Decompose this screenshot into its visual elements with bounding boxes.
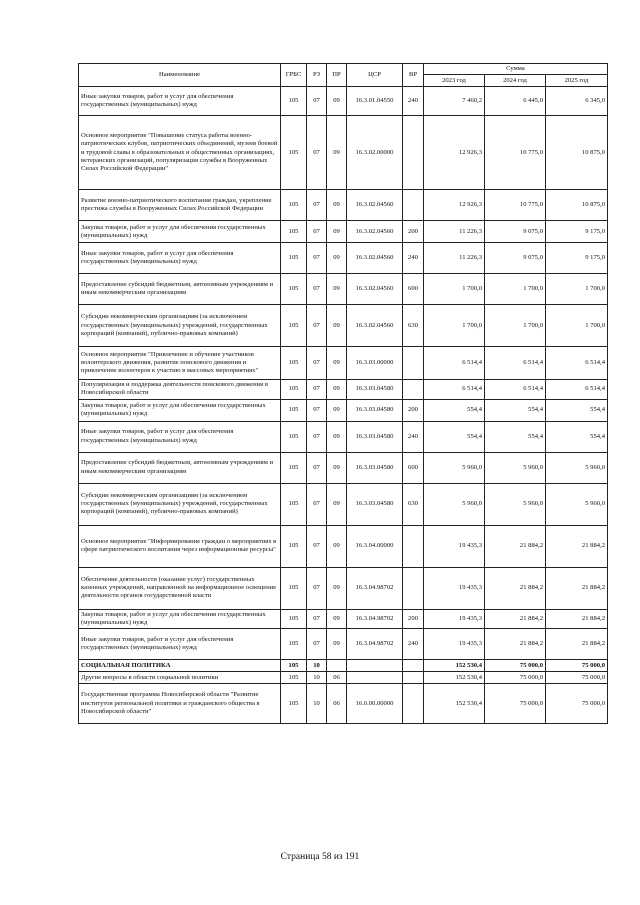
cell-sum-2025: 6 514,4 bbox=[546, 380, 608, 399]
cell-grbs: 105 bbox=[281, 190, 307, 221]
cell-grbs: 105 bbox=[281, 672, 307, 684]
cell-sum-2024: 75 000,0 bbox=[485, 684, 546, 724]
cell-csr: 16.3.03.04580 bbox=[347, 399, 403, 421]
cell-sum-2025: 21 884,2 bbox=[546, 609, 608, 628]
cell-sum-2024: 6 514,4 bbox=[485, 380, 546, 399]
cell-csr: 16.3.03.04580 bbox=[347, 421, 403, 452]
cell-sum-2025: 6 345,0 bbox=[546, 87, 608, 116]
cell-name: Основное мероприятие "Повышение статуса работы военно-патриотических клубов, патриотических объединений, музеев боевой и трудовой славы в образовательных и общественных организациях, ветеранских организаций, популяризация службы в Вооруженных Силах Российской Федерации" bbox=[79, 116, 281, 190]
cell-name: Государственная программа Новосибирской области "Развитие институтов региональной политики и гражданского общества в Новосибирской области" bbox=[79, 684, 281, 724]
cell-vr: 240 bbox=[403, 243, 424, 274]
cell-sum-2023: 11 226,3 bbox=[424, 221, 485, 243]
cell-sum-2024: 9 075,0 bbox=[485, 243, 546, 274]
cell-grbs: 105 bbox=[281, 380, 307, 399]
cell-name: Основное мероприятие "Привлечение и обучение участников волонтерского движения, развитие поискового движения и привлечение волонтеров к участию в массовых мероприятиях" bbox=[79, 347, 281, 380]
cell-sum-2025: 5 960,0 bbox=[546, 483, 608, 525]
cell-rz: 07 bbox=[307, 87, 327, 116]
cell-sum-2023: 11 226,3 bbox=[424, 243, 485, 274]
cell-name: Основное мероприятие "Информирование граждан о мероприятиях в сфере патриотического воспитания через информационные ресурсы" bbox=[79, 525, 281, 567]
cell-sum-2023: 152 530,4 bbox=[424, 684, 485, 724]
cell-grbs: 105 bbox=[281, 421, 307, 452]
cell-name: Иные закупки товаров, работ и услуг для обеспечения государственных (муниципальных) нужд bbox=[79, 243, 281, 274]
cell-name: Субсидии некоммерческим организациям (за исключением государственных (муниципальных) учреждений, государственных корпораций (компаний), публично-правовых компаний) bbox=[79, 305, 281, 347]
cell-csr: 16.3.03.04580 bbox=[347, 452, 403, 483]
cell-sum-2025: 21 884,2 bbox=[546, 525, 608, 567]
cell-name: Обеспечение деятельности (оказание услуг) государственных казенных учреждений, направленной на информационное освещение деятельности органов государственной власти bbox=[79, 567, 281, 609]
budget-table bbox=[78, 63, 608, 724]
cell-sum-2023: 19 435,3 bbox=[424, 629, 485, 660]
table-row bbox=[79, 660, 608, 672]
cell-sum-2024: 554,4 bbox=[485, 421, 546, 452]
cell-rz: 07 bbox=[307, 629, 327, 660]
cell-grbs: 105 bbox=[281, 347, 307, 380]
header-rz: РЗ bbox=[307, 64, 327, 87]
cell-csr: 16.3.03.04580 bbox=[347, 483, 403, 525]
cell-grbs: 105 bbox=[281, 629, 307, 660]
header-csr: ЦСР bbox=[347, 64, 403, 87]
cell-sum-2023: 19 435,3 bbox=[424, 609, 485, 628]
cell-vr: 200 bbox=[403, 221, 424, 243]
cell-pr: 09 bbox=[327, 609, 347, 628]
cell-rz: 07 bbox=[307, 305, 327, 347]
cell-pr: 09 bbox=[327, 483, 347, 525]
cell-pr: 09 bbox=[327, 305, 347, 347]
cell-rz: 10 bbox=[307, 672, 327, 684]
cell-rz: 07 bbox=[307, 483, 327, 525]
cell-rz: 10 bbox=[307, 684, 327, 724]
table-row bbox=[79, 629, 608, 660]
cell-sum-2024: 21 884,2 bbox=[485, 567, 546, 609]
cell-sum-2025: 75 000,0 bbox=[546, 672, 608, 684]
cell-grbs: 105 bbox=[281, 483, 307, 525]
cell-sum-2023: 19 435,3 bbox=[424, 525, 485, 567]
cell-sum-2023: 6 514,4 bbox=[424, 347, 485, 380]
cell-csr: 16.3.03.00000 bbox=[347, 347, 403, 380]
cell-sum-2023: 12 926,3 bbox=[424, 190, 485, 221]
header-pr: ПР bbox=[327, 64, 347, 87]
cell-rz: 07 bbox=[307, 274, 327, 305]
cell-sum-2025: 21 884,2 bbox=[546, 629, 608, 660]
table-row bbox=[79, 672, 608, 684]
cell-vr bbox=[403, 380, 424, 399]
cell-vr: 600 bbox=[403, 274, 424, 305]
cell-sum-2023: 1 700,0 bbox=[424, 274, 485, 305]
cell-name: Субсидии некоммерческим организациям (за исключением государственных (муниципальных) учреждений, государственных корпораций (компаний), публично-правовых компаний) bbox=[79, 483, 281, 525]
table-row bbox=[79, 347, 608, 380]
cell-sum-2025: 75 000,0 bbox=[546, 684, 608, 724]
cell-rz: 07 bbox=[307, 347, 327, 380]
cell-pr: 09 bbox=[327, 87, 347, 116]
page-number: Страница 58 из 191 bbox=[280, 852, 360, 862]
cell-vr bbox=[403, 672, 424, 684]
cell-csr: 16.3.03.04580 bbox=[347, 380, 403, 399]
cell-pr: 09 bbox=[327, 452, 347, 483]
cell-sum-2024: 75 000,0 bbox=[485, 672, 546, 684]
cell-pr: 09 bbox=[327, 567, 347, 609]
cell-grbs: 105 bbox=[281, 274, 307, 305]
cell-vr: 240 bbox=[403, 629, 424, 660]
cell-name: Развитие военно-патриотического воспитания граждан, укрепление престижа службы в Вооруженных Силах Российской Федерации bbox=[79, 190, 281, 221]
table-row bbox=[79, 483, 608, 525]
cell-sum-2025: 1 700,0 bbox=[546, 274, 608, 305]
cell-sum-2023: 7 460,2 bbox=[424, 87, 485, 116]
cell-vr: 200 bbox=[403, 609, 424, 628]
table-body bbox=[79, 87, 608, 724]
cell-vr bbox=[403, 347, 424, 380]
table-row bbox=[79, 609, 608, 628]
cell-rz: 07 bbox=[307, 190, 327, 221]
cell-pr: 09 bbox=[327, 116, 347, 190]
cell-rz: 10 bbox=[307, 660, 327, 672]
cell-grbs: 105 bbox=[281, 452, 307, 483]
cell-grbs: 105 bbox=[281, 305, 307, 347]
cell-sum-2023: 6 514,4 bbox=[424, 380, 485, 399]
cell-sum-2025: 10 875,0 bbox=[546, 116, 608, 190]
header-vr: ВР bbox=[403, 64, 424, 87]
cell-vr: 200 bbox=[403, 399, 424, 421]
table-row bbox=[79, 190, 608, 221]
cell-rz: 07 bbox=[307, 609, 327, 628]
cell-sum-2025: 21 884,2 bbox=[546, 567, 608, 609]
cell-sum-2024: 5 960,0 bbox=[485, 452, 546, 483]
cell-pr: 09 bbox=[327, 380, 347, 399]
cell-sum-2024: 1 700,0 bbox=[485, 305, 546, 347]
cell-pr bbox=[327, 660, 347, 672]
cell-grbs: 105 bbox=[281, 525, 307, 567]
cell-rz: 07 bbox=[307, 567, 327, 609]
cell-name: Другие вопросы в области социальной политики bbox=[79, 672, 281, 684]
cell-grbs: 105 bbox=[281, 609, 307, 628]
cell-vr: 630 bbox=[403, 483, 424, 525]
header-name: Наименование bbox=[79, 64, 281, 87]
cell-vr bbox=[403, 684, 424, 724]
cell-csr: 16.3.01.04550 bbox=[347, 87, 403, 116]
cell-sum-2024: 21 884,2 bbox=[485, 609, 546, 628]
cell-sum-2024: 21 884,2 bbox=[485, 525, 546, 567]
cell-sum-2023: 19 435,3 bbox=[424, 567, 485, 609]
cell-sum-2025: 1 700,0 bbox=[546, 305, 608, 347]
cell-sum-2023: 5 960,0 bbox=[424, 483, 485, 525]
cell-csr: 16.3.02.04560 bbox=[347, 190, 403, 221]
table-row bbox=[79, 305, 608, 347]
cell-csr: 16.3.04.98702 bbox=[347, 567, 403, 609]
cell-grbs: 105 bbox=[281, 87, 307, 116]
table-row bbox=[79, 380, 608, 399]
cell-sum-2025: 6 514,4 bbox=[546, 347, 608, 380]
cell-vr bbox=[403, 190, 424, 221]
table-row bbox=[79, 525, 608, 567]
cell-rz: 07 bbox=[307, 243, 327, 274]
cell-sum-2024: 10 775,0 bbox=[485, 190, 546, 221]
cell-rz: 07 bbox=[307, 380, 327, 399]
cell-sum-2023: 554,4 bbox=[424, 421, 485, 452]
cell-sum-2025: 9 175,0 bbox=[546, 243, 608, 274]
table-row bbox=[79, 421, 608, 452]
budget-table-container bbox=[78, 63, 607, 724]
cell-grbs: 105 bbox=[281, 399, 307, 421]
table-row bbox=[79, 684, 608, 724]
header-year-2024: 2024 год bbox=[485, 75, 546, 87]
cell-name: Предоставление субсидий бюджетным, автономным учреждениям и иным некоммерческим организациям bbox=[79, 452, 281, 483]
cell-rz: 07 bbox=[307, 421, 327, 452]
table-row bbox=[79, 221, 608, 243]
cell-vr bbox=[403, 660, 424, 672]
cell-sum-2024: 9 075,0 bbox=[485, 221, 546, 243]
cell-sum-2024: 10 775,0 bbox=[485, 116, 546, 190]
table-header bbox=[79, 64, 608, 87]
cell-vr: 240 bbox=[403, 421, 424, 452]
cell-csr: 16.3.04.98702 bbox=[347, 609, 403, 628]
cell-sum-2023: 1 700,0 bbox=[424, 305, 485, 347]
cell-rz: 07 bbox=[307, 116, 327, 190]
cell-name: СОЦИАЛЬНАЯ ПОЛИТИКА bbox=[79, 660, 281, 672]
cell-sum-2024: 554,4 bbox=[485, 399, 546, 421]
cell-grbs: 105 bbox=[281, 221, 307, 243]
cell-pr: 09 bbox=[327, 421, 347, 452]
cell-sum-2025: 554,4 bbox=[546, 399, 608, 421]
cell-sum-2024: 21 884,2 bbox=[485, 629, 546, 660]
cell-grbs: 105 bbox=[281, 243, 307, 274]
cell-pr: 09 bbox=[327, 190, 347, 221]
cell-csr: 16.3.04.00000 bbox=[347, 525, 403, 567]
table-row bbox=[79, 87, 608, 116]
cell-vr bbox=[403, 525, 424, 567]
table-row bbox=[79, 452, 608, 483]
cell-vr: 600 bbox=[403, 452, 424, 483]
cell-grbs: 105 bbox=[281, 116, 307, 190]
cell-csr: 16.3.02.04560 bbox=[347, 221, 403, 243]
table-row bbox=[79, 116, 608, 190]
cell-rz: 07 bbox=[307, 525, 327, 567]
cell-grbs: 105 bbox=[281, 567, 307, 609]
cell-sum-2023: 554,4 bbox=[424, 399, 485, 421]
cell-pr: 06 bbox=[327, 684, 347, 724]
cell-sum-2023: 152 530,4 bbox=[424, 660, 485, 672]
cell-pr: 09 bbox=[327, 525, 347, 567]
cell-csr: 16.0.00.00000 bbox=[347, 684, 403, 724]
header-year-2025: 2025 год bbox=[546, 75, 608, 87]
table-row bbox=[79, 274, 608, 305]
cell-name: Закупка товаров, работ и услуг для обеспечения государственных (муниципальных) нужд bbox=[79, 221, 281, 243]
cell-vr bbox=[403, 567, 424, 609]
cell-name: Иные закупки товаров, работ и услуг для обеспечения государственных (муниципальных) нужд bbox=[79, 629, 281, 660]
cell-rz: 07 bbox=[307, 399, 327, 421]
cell-csr: 16.3.02.00000 bbox=[347, 116, 403, 190]
header-grbs: ГРБС bbox=[281, 64, 307, 87]
cell-vr: 630 bbox=[403, 305, 424, 347]
cell-csr: 16.3.02.04560 bbox=[347, 274, 403, 305]
cell-csr: 16.3.02.04560 bbox=[347, 305, 403, 347]
cell-sum-2024: 6 514,4 bbox=[485, 347, 546, 380]
cell-pr: 09 bbox=[327, 274, 347, 305]
header-year-2023: 2023 год bbox=[424, 75, 485, 87]
cell-pr: 09 bbox=[327, 629, 347, 660]
cell-name: Предоставление субсидий бюджетным, автономным учреждениям и иным некоммерческим организациям bbox=[79, 274, 281, 305]
cell-pr: 09 bbox=[327, 399, 347, 421]
cell-csr: 16.3.02.04560 bbox=[347, 243, 403, 274]
cell-name: Закупка товаров, работ и услуг для обеспечения государственных (муниципальных) нужд bbox=[79, 399, 281, 421]
cell-csr bbox=[347, 672, 403, 684]
cell-vr: 240 bbox=[403, 87, 424, 116]
cell-vr bbox=[403, 116, 424, 190]
cell-sum-2025: 5 960,0 bbox=[546, 452, 608, 483]
cell-name: Иные закупки товаров, работ и услуг для обеспечения государственных (муниципальных) нужд bbox=[79, 421, 281, 452]
cell-sum-2023: 5 960,0 bbox=[424, 452, 485, 483]
cell-rz: 07 bbox=[307, 221, 327, 243]
table-row bbox=[79, 567, 608, 609]
cell-rz: 07 bbox=[307, 452, 327, 483]
cell-sum-2024: 5 960,0 bbox=[485, 483, 546, 525]
cell-sum-2025: 75 000,0 bbox=[546, 660, 608, 672]
cell-sum-2024: 1 700,0 bbox=[485, 274, 546, 305]
cell-sum-2025: 10 875,0 bbox=[546, 190, 608, 221]
cell-csr: 16.3.04.98702 bbox=[347, 629, 403, 660]
table-row bbox=[79, 243, 608, 274]
cell-grbs: 105 bbox=[281, 684, 307, 724]
cell-sum-2025: 9 175,0 bbox=[546, 221, 608, 243]
cell-csr bbox=[347, 660, 403, 672]
cell-pr: 09 bbox=[327, 221, 347, 243]
cell-sum-2023: 12 926,3 bbox=[424, 116, 485, 190]
cell-sum-2025: 554,4 bbox=[546, 421, 608, 452]
cell-sum-2023: 152 530,4 bbox=[424, 672, 485, 684]
cell-name: Популяризация и поддержка деятельности поискового движения в Новосибирской области bbox=[79, 380, 281, 399]
header-sum: Сумма bbox=[424, 64, 608, 75]
cell-name: Иные закупки товаров, работ и услуг для обеспечения государственных (муниципальных) нужд bbox=[79, 87, 281, 116]
cell-grbs: 105 bbox=[281, 660, 307, 672]
cell-pr: 06 bbox=[327, 672, 347, 684]
cell-sum-2024: 75 000,0 bbox=[485, 660, 546, 672]
cell-pr: 09 bbox=[327, 347, 347, 380]
table-row bbox=[79, 399, 608, 421]
cell-name: Закупка товаров, работ и услуг для обеспечения государственных (муниципальных) нужд bbox=[79, 609, 281, 628]
cell-sum-2024: 6 445,0 bbox=[485, 87, 546, 116]
cell-pr: 09 bbox=[327, 243, 347, 274]
